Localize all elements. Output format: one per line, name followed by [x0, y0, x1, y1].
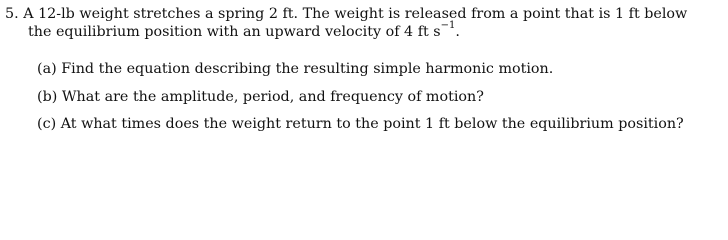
- velocity-unit-exponent: −1: [440, 20, 456, 32]
- subpart-a: [37, 60, 553, 78]
- subpart-text: Find the equation describing the resulting simple harmonic motion.: [61, 61, 554, 77]
- problem-stem-period: .: [455, 24, 460, 40]
- problem-5: [5, 0, 725, 138]
- subpart-label: (b): [37, 89, 58, 105]
- subpart-c: [37, 115, 684, 133]
- problem-stem-line-2: [28, 20, 460, 41]
- subpart-b: [37, 88, 484, 106]
- problem-stem-text-continued: the equilibrium position with an upward velocity of 4 ft s: [28, 24, 441, 40]
- problem-stem-text: A 12-lb weight stretches a spring 2 ft. The weight is released from a point that is 1 ft below: [23, 6, 688, 22]
- subpart-label: (a): [37, 61, 57, 77]
- problem-stem-line-1: [5, 5, 687, 23]
- problem-number: 5.: [5, 6, 19, 22]
- subpart-text: What are the amplitude, period, and frequency of motion?: [61, 89, 484, 105]
- subpart-text: At what times does the weight return to the point 1 ft below the equilibrium position?: [60, 116, 684, 132]
- subpart-label: (c): [37, 116, 57, 132]
